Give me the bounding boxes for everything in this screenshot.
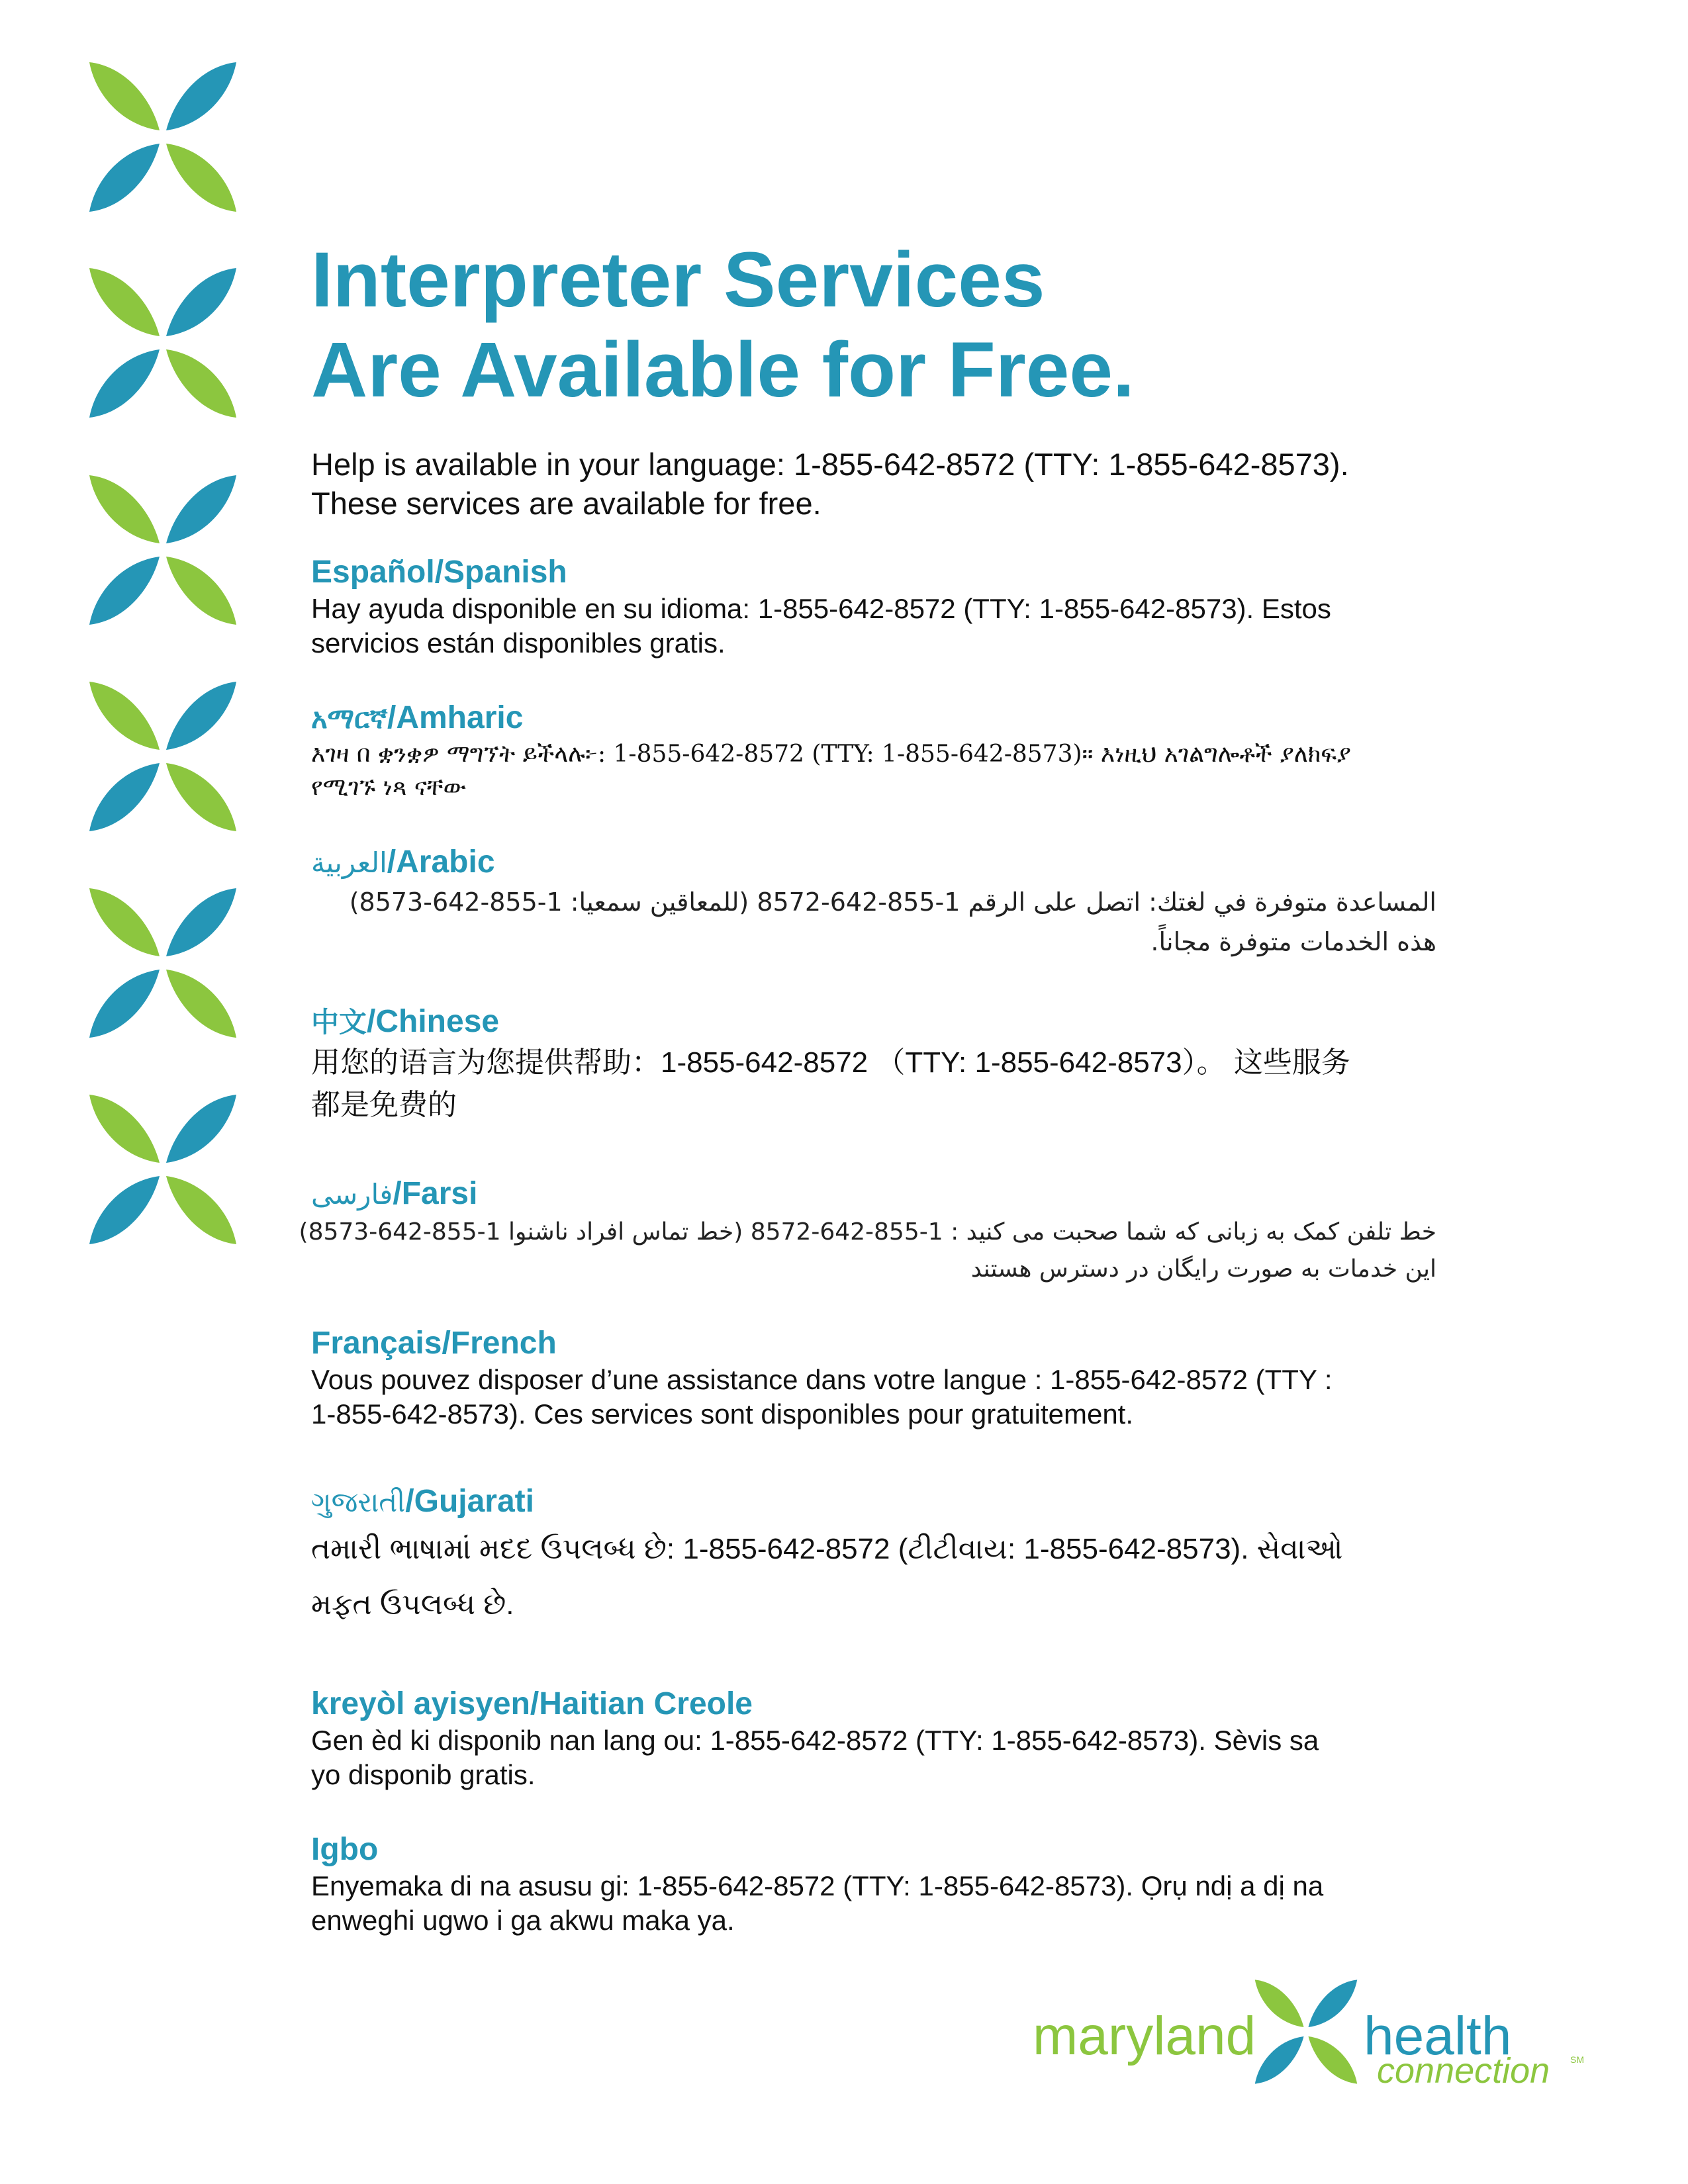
logo-word-maryland: maryland — [1033, 2006, 1256, 2066]
english-language-name: /Haitian Creole — [530, 1686, 753, 1721]
flower-decoration-icon — [88, 887, 238, 1039]
body-line-2: servicios están disponibles gratis. — [311, 627, 726, 659]
section-heading — [311, 1482, 1476, 1522]
section-heading — [311, 1685, 1476, 1723]
flower-decoration-icon — [88, 680, 238, 833]
section-body — [311, 882, 1436, 962]
body-line-2: 都是免费的 — [311, 1089, 457, 1121]
flower-decoration-icon — [88, 1093, 238, 1246]
intro-text — [311, 445, 1476, 523]
section-chinese — [311, 1003, 1476, 1126]
native-language-name: Français — [311, 1326, 442, 1361]
section-body — [311, 592, 1476, 660]
body-line-1: Hay ayuda disponible en su idioma: 1-855-642-8572 (TTY: 1-855-642-8573). Estos — [311, 593, 1331, 624]
section-heading — [311, 1175, 1476, 1214]
section-heading: Igbo — [311, 1832, 379, 1867]
english-language-name: /Farsi — [393, 1176, 478, 1211]
body-line-1: Enyemaka di na asusu gi: 1-855-642-8572 (TTY: 1-855-642-8573). Ọrụ ndị a dị na — [311, 1870, 1324, 1901]
native-language-name: kreyòl ayisyen — [311, 1686, 530, 1721]
body-line-2: این خدمات به صورت رایگان در دسترس هستند — [970, 1255, 1436, 1283]
section-body — [311, 1723, 1476, 1792]
maryland-health-connection-logo — [1033, 1979, 1589, 2091]
native-language-name: ગુજરાતી — [311, 1486, 406, 1518]
section-heading — [311, 1003, 1476, 1042]
flower-decoration-icon — [88, 267, 238, 419]
body-line-2: મફત ઉપલબ્ધ છે. — [311, 1588, 514, 1621]
english-language-name: /Arabic — [387, 844, 495, 880]
body-line-1: Gen èd ki disponib nan lang ou: 1-855-642-8572 (TTY: 1-855-642-8573). Sèvis sa — [311, 1725, 1319, 1756]
section-arabic — [311, 843, 1476, 962]
section-heading — [311, 843, 1476, 882]
section-spanish — [311, 553, 1476, 660]
english-language-name: /Chinese — [367, 1004, 500, 1039]
section-body — [299, 1214, 1436, 1288]
section-body — [311, 738, 1476, 804]
body-line-2: yo disponib gratis. — [311, 1759, 536, 1790]
logo-word-health: health — [1364, 2006, 1512, 2066]
intro-line-1: Help is available in your language: 1-855-642-8572 (TTY: 1-855-642-8573). — [311, 447, 1349, 482]
native-language-name: العربية — [311, 846, 387, 879]
body-line-2: enweghi ugwo i ga akwu maka ya. — [311, 1905, 735, 1936]
section-body — [311, 1042, 1476, 1126]
english-language-name: /Spanish — [434, 555, 567, 590]
section-igbo — [311, 1831, 1476, 1938]
native-language-name: አማርኛ — [311, 702, 387, 735]
body-line-1: Vous pouvez disposer d’une assistance dans votre langue : 1-855-642-8572 (TTY : — [311, 1364, 1333, 1395]
section-heading — [311, 699, 1476, 738]
section-body — [311, 1363, 1476, 1432]
intro-line-2: These services are available for free. — [311, 486, 821, 521]
service-mark: SM — [1570, 2054, 1584, 2065]
section-farsi — [299, 1175, 1476, 1288]
native-language-name: 中文 — [311, 1006, 367, 1038]
section-body — [311, 1869, 1476, 1938]
flower-decoration-icon — [88, 474, 238, 626]
section-gujarati — [311, 1482, 1476, 1633]
native-language-name: فارسی — [311, 1178, 393, 1210]
body-line-1: المساعدة متوفرة في لغتك: اتصل على الرقم 1-855-642-8572 (للمعاقين سمعيا: 1-855-642-8573) — [349, 887, 1436, 917]
body-line-1: እገዛ በ ቋንቋዎ ማግኘት ይችላሉ፦: 1-855-642-8572 (TTY: 1-855-642-8573)። እነዚህ አገልግሎቶች ያለክፍያ — [311, 741, 1351, 768]
section-haitian-creole — [311, 1685, 1476, 1792]
section-body — [311, 1522, 1476, 1633]
logo-flower-icon — [1253, 1979, 1359, 2085]
body-line-2: 1-855-642-8573). Ces services sont disponibles pour gratuitement. — [311, 1398, 1134, 1430]
english-language-name: /French — [442, 1326, 557, 1361]
flower-decoration-icon — [88, 61, 238, 213]
page-title — [311, 235, 1135, 415]
title-line-1: Interpreter Services — [311, 236, 1045, 324]
english-language-name: /Amharic — [387, 700, 524, 735]
body-line-1: خط تلفن کمک به زبانی که شما صحبت می کنید : 1-855-642-8572 (خط تماس افراد ناشنوا 1-855-642-8573) — [299, 1218, 1436, 1246]
body-line-1: 用您的语言为您提供帮助：1-855-642-8572 （TTY: 1-855-642-8573）。 这些服务 — [311, 1046, 1350, 1079]
english-language-name: /Gujarati — [405, 1484, 534, 1519]
section-french — [311, 1324, 1476, 1432]
body-line-2: هذه الخدمات متوفرة مجاناً. — [1150, 927, 1436, 956]
body-line-2: የሚገኙ ነጻ ናቸው — [311, 774, 467, 801]
section-heading — [311, 553, 1476, 592]
logo-word-connection: connection — [1377, 2051, 1550, 2091]
body-line-1: તમારી ભાષામાં મદદ ઉપલબ્ધ છે: 1-855-642-8572 (ટીટીવાય: 1-855-642-8573). સેવાઓ — [311, 1533, 1343, 1565]
section-heading — [311, 1324, 1476, 1363]
title-line-2: Are Available for Free. — [311, 326, 1135, 414]
section-amharic — [311, 699, 1476, 804]
native-language-name: Español — [311, 555, 435, 590]
